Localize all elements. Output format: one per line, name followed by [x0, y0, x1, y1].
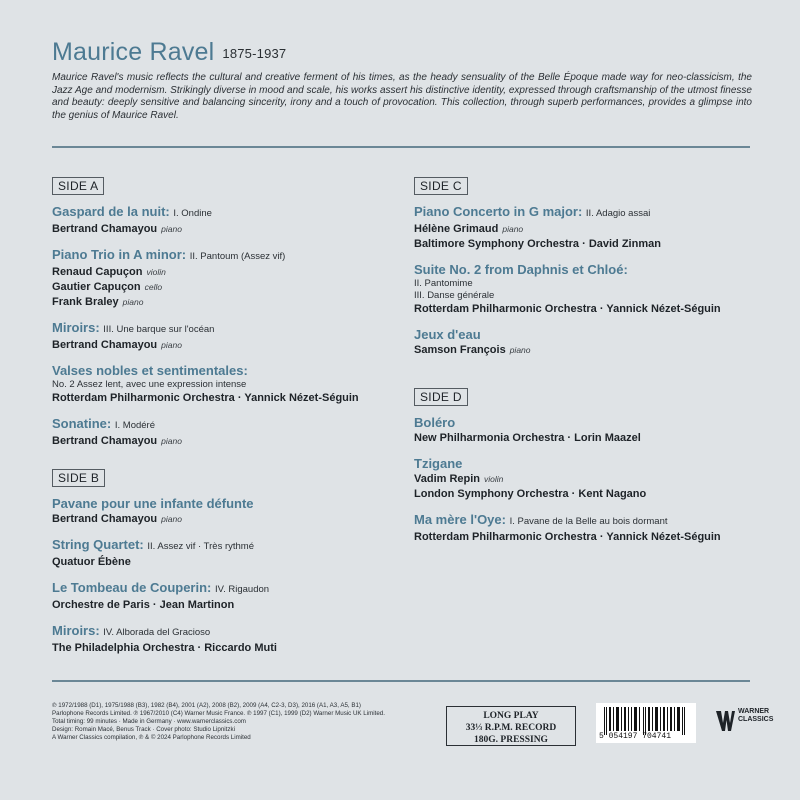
- credits-line: A Warner Classics compilation, ℗ & © 2024 Parlophone Records Limited: [52, 734, 251, 741]
- work-title: Ma mère l'Oye:: [414, 512, 506, 527]
- performer: Gautier Capuçon: [52, 281, 141, 293]
- track-gaspard: [52, 204, 412, 237]
- bottom-divider: [52, 680, 750, 682]
- movement: II. Adagio assai: [585, 208, 651, 219]
- performer-role: piano: [161, 436, 182, 446]
- movement: IV. Rigaudon: [215, 584, 270, 595]
- intro-text: Maurice Ravel's music reflects the cultural and creative ferment of his times, as the heady sensuality of the Belle Époque made way for neo-classicism, the Jazz Age and modernism. Strikingly diverse in mood and scale, his works assert his distinctive identity, expressed through craftsmanship of the utmost finesse and beauty: deeply sensitive and balancing sincerity, irony and a touch of provocation. This collection, through superb performances, provides a glimpse into the genius of Maurice Ravel.: [52, 72, 752, 121]
- performer: Frank Braley: [52, 296, 119, 308]
- track-string-quartet: [52, 537, 412, 570]
- performer: Rotterdam Philharmonic Orchestra · Yannick Nézet-Séguin: [414, 303, 721, 315]
- side-b-label: SIDE B: [52, 469, 105, 487]
- performer: Hélène Grimaud: [414, 223, 499, 235]
- track-miroirs-4: [52, 623, 412, 656]
- credits-line: Parlophone Records Limited. ℗ 1967/2010 (C4) Warner Music France. ℗ 1997 (C1), 1999 (D2) Warner Music UK Limited.: [52, 710, 385, 717]
- lp-line: 33⅓ R.P.M. RECORD: [465, 723, 557, 733]
- performer: Bertrand Chamayou: [52, 339, 158, 351]
- track-pavane: [52, 496, 412, 527]
- work-title: Miroirs:: [52, 320, 100, 335]
- work-title: Sonatine:: [52, 416, 112, 431]
- performer: The Philadelphia Orchestra · Riccardo Muti: [52, 642, 277, 654]
- track-piano-concerto: [414, 204, 774, 252]
- track-miroirs-3: [52, 320, 412, 353]
- performer-role: violin: [484, 474, 504, 484]
- composer-years: 1875-1937: [222, 46, 287, 61]
- performer: Quatuor Ébène: [52, 556, 131, 568]
- side-a-label: SIDE A: [52, 177, 104, 195]
- work-title: Pavane pour une infante défunte: [52, 496, 254, 511]
- work-title: Miroirs:: [52, 623, 100, 638]
- work-title: Suite No. 2 from Daphnis et Chloé:: [414, 262, 628, 277]
- logo-line: WARNER: [738, 708, 770, 715]
- performer: London Symphony Orchestra · Kent Nagano: [414, 488, 647, 500]
- barcode-number: 5 054197 704741: [599, 732, 672, 741]
- performer: Rotterdam Philharmonic Orchestra · Yannick Nézet-Séguin: [52, 392, 359, 404]
- movement: III. Une barque sur l'océan: [103, 324, 215, 335]
- side-a: [52, 177, 412, 449]
- performer: Vadim Repin: [414, 473, 481, 485]
- movement: III. Danse générale: [414, 290, 495, 301]
- work-title: Tzigane: [414, 456, 463, 471]
- performer-role: piano: [161, 514, 182, 524]
- side-c: [414, 177, 774, 358]
- performer: Bertrand Chamayou: [52, 435, 158, 447]
- movement: IV. Alborada del Gracioso: [103, 627, 211, 638]
- movement: I. Modéré: [114, 420, 155, 431]
- movement: I. Pavane de la Belle au bois dormant: [509, 516, 668, 527]
- credits-line: Total timing: 99 minutes · Made in Germany · www.warnerclassics.com: [52, 718, 246, 725]
- performer: Samson François: [414, 344, 506, 356]
- barcode: [596, 703, 696, 743]
- warner-classics-wordmark: [738, 708, 773, 724]
- side-d: [414, 388, 774, 545]
- track-tzigane: [414, 456, 774, 502]
- performer-role: piano: [502, 224, 524, 234]
- movement: No. 2 Assez lent, avec une expression intense: [52, 379, 247, 390]
- track-sonatine: [52, 416, 412, 449]
- credits-block: [52, 702, 432, 742]
- track-jeux-deau: [414, 327, 774, 358]
- performer: New Philharmonia Orchestra · Lorin Maazel: [414, 432, 641, 444]
- performer: Bertrand Chamayou: [52, 513, 158, 525]
- work-title: Le Tombeau de Couperin:: [52, 580, 212, 595]
- work-title: Piano Trio in A minor:: [52, 247, 187, 262]
- performer: Bertrand Chamayou: [52, 223, 158, 235]
- long-play-badge: [446, 706, 576, 746]
- movement: II. Assez vif · Très rythmé: [147, 541, 254, 552]
- movement: I. Ondine: [173, 208, 212, 219]
- track-daphnis: [414, 262, 774, 317]
- performer-role: violin: [146, 267, 166, 277]
- side-c-label: SIDE C: [414, 177, 468, 195]
- performer: Baltimore Symphony Orchestra · David Zinman: [414, 238, 661, 250]
- logo-line: CLASSICS: [738, 716, 774, 723]
- performer-role: piano: [122, 297, 144, 307]
- track-bolero: [414, 415, 774, 446]
- movement: II. Pantomime: [414, 278, 473, 289]
- lp-line: 180G. PRESSING: [474, 735, 548, 745]
- side-b: [52, 469, 412, 656]
- lp-line: LONG PLAY: [483, 711, 539, 721]
- performer-role: cello: [144, 282, 163, 292]
- performer: Rotterdam Philharmonic Orchestra · Yannick Nézet-Séguin: [414, 531, 721, 543]
- work-title: Valses nobles et sentimentales:: [52, 363, 248, 378]
- work-title: Piano Concerto in G major:: [414, 204, 583, 219]
- album-title: [52, 38, 286, 67]
- work-title: Boléro: [414, 415, 456, 430]
- performer: Renaud Capuçon: [52, 266, 143, 278]
- credits-line: Design: Romain Macé, Benus Track · Cover photo: Studio Lipnitzki: [52, 726, 235, 733]
- performer-role: piano: [161, 340, 182, 350]
- warner-logo-icon: [714, 709, 736, 738]
- top-divider: [52, 146, 750, 148]
- work-title: String Quartet:: [52, 537, 144, 552]
- performer-role: piano: [509, 345, 531, 355]
- work-title: Gaspard de la nuit:: [52, 204, 170, 219]
- movement: II. Pantoum (Assez vif): [189, 251, 286, 262]
- performer: Orchestre de Paris · Jean Martinon: [52, 599, 235, 611]
- side-d-label: SIDE D: [414, 388, 468, 406]
- composer-name: Maurice Ravel: [52, 38, 215, 66]
- track-ma-mere-loye: [414, 512, 774, 545]
- credits-line: ℗ 1972/1988 (D1), 1975/1988 (B3), 1982 (B4), 2001 (A2), 2008 (B2), 2009 (A4, C2-3, D3), 2016 (A1, A3, A5, B1): [52, 702, 361, 709]
- work-title: Jeux d'eau: [414, 327, 481, 342]
- track-tombeau: [52, 580, 412, 613]
- performer-role: piano: [161, 224, 182, 234]
- track-piano-trio: [52, 247, 412, 310]
- track-valses: [52, 363, 412, 406]
